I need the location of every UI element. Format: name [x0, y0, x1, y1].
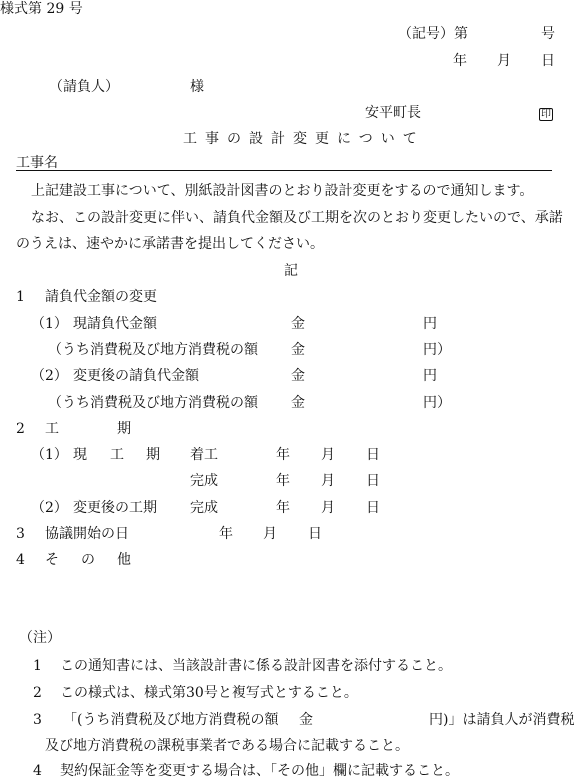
document-title: 工事の設計変更について [183, 131, 425, 147]
section-2-2-month: 月 [321, 500, 335, 516]
section-1-2-number: （2） [31, 368, 68, 384]
section-2-1-start-month: 月 [321, 447, 335, 463]
date-year-label: 年 [453, 53, 467, 69]
body-paragraph-1: 上記建設工事について、別紙設計図書のとおり設計変更をするので通知します。 [31, 183, 534, 199]
section-1-2-tax-kin: 金 [291, 395, 305, 411]
section-1-1-tax-en: 円） [423, 342, 451, 358]
project-name-label: 工事名 [16, 155, 58, 171]
section-1-2-tax-en: 円） [423, 395, 451, 411]
section-2-char-2: 期 [117, 421, 131, 437]
note-1-number: 1 [33, 658, 42, 674]
section-1-2-kin: 金 [291, 368, 305, 384]
section-2-1-start-year: 年 [276, 447, 290, 463]
section-2-1-start-day: 日 [366, 447, 380, 463]
notes-heading: （注） [19, 630, 61, 646]
body-paragraph-2b: のうえは、速やかに承諾書を提出してください。 [16, 236, 324, 252]
section-2-1-start-label: 着工 [190, 447, 218, 463]
section-2-1-number: （1） [31, 447, 68, 463]
go-label: 号 [541, 26, 555, 42]
section-4-char-3: 他 [117, 552, 131, 568]
seal-mark: 印 [541, 109, 551, 120]
section-1-2-tax-label: （うち消費税及び地方消費税の額 [48, 395, 258, 411]
note-3-kin: 金 [299, 712, 313, 728]
section-2-1-end-day: 日 [366, 473, 380, 489]
section-4-number: 4 [16, 552, 25, 568]
section-2-1-char-1: 現 [73, 447, 87, 463]
section-2-2-end-label: 完成 [190, 500, 218, 516]
note-2-number: 2 [33, 685, 42, 701]
note-3-text-a: 「(うち消費税及び地方消費税の額 [63, 712, 279, 728]
note-3-text-b: 円)」は請負人が消費税 [429, 712, 575, 728]
section-2-2-number: （2） [31, 500, 68, 516]
section-1-2-en: 円 [423, 368, 437, 384]
note-1-text: この通知書には、当該設計書に係る設計図書を添付すること。 [60, 658, 452, 674]
section-4-char-2: の [81, 552, 95, 568]
section-3-day: 日 [308, 526, 322, 542]
section-1-1-tax-label: （うち消費税及び地方消費税の額 [48, 342, 258, 358]
section-1-1-label: 現請負代金額 [73, 316, 157, 332]
date-month-label: 月 [497, 53, 511, 69]
section-3-label: 協議開始の日 [45, 526, 129, 542]
section-1-1-number: （1） [31, 316, 68, 332]
mayor-label: 安平町長 [365, 105, 421, 121]
note-3-number: 3 [33, 712, 42, 728]
section-3-number: 3 [16, 526, 25, 542]
section-2-1-char-3: 期 [146, 447, 160, 463]
section-1-1-tax-kin: 金 [291, 342, 305, 358]
section-2-2-label: 変更後の工期 [73, 500, 157, 516]
section-3-month: 月 [263, 526, 277, 542]
form-number: 様式第 29 号 [0, 1, 83, 17]
sama-label: 様 [190, 79, 204, 95]
section-2-1-end-label: 完成 [190, 473, 218, 489]
kigo-label: （記号）第 [398, 26, 468, 42]
note-4-number: 4 [33, 763, 42, 779]
section-1-number: 1 [16, 289, 25, 305]
project-name-underline [16, 170, 552, 171]
section-1-1-kin: 金 [291, 316, 305, 332]
section-2-2-year: 年 [276, 500, 290, 516]
section-2-char-1: 工 [45, 421, 59, 437]
contractor-label: （請負人） [49, 79, 119, 95]
section-2-1-end-month: 月 [321, 473, 335, 489]
section-4-char-1: そ [45, 552, 59, 568]
section-2-2-day: 日 [366, 500, 380, 516]
note-2-text: この様式は、様式第30号と複写式とすること。 [60, 685, 358, 701]
ki-heading: 記 [284, 263, 298, 279]
note-3-continuation: 及び地方消費税の課税事業者である場合に記載すること。 [45, 738, 409, 754]
section-1-label: 請負代金額の変更 [45, 289, 157, 305]
note-4-text: 契約保証金等を変更する場合は、「その他」欄に記載すること。 [60, 763, 459, 779]
body-paragraph-2a: なお、この設計変更に伴い、請負代金額及び工期を次のとおり変更したいので、承諾 [31, 210, 563, 226]
section-3-year: 年 [219, 526, 233, 542]
date-day-label: 日 [541, 53, 555, 69]
section-1-2-label: 変更後の請負代金額 [73, 368, 199, 384]
section-1-1-en: 円 [423, 316, 437, 332]
section-2-number: 2 [16, 421, 25, 437]
section-2-1-char-2: 工 [110, 447, 124, 463]
section-2-1-end-year: 年 [276, 473, 290, 489]
